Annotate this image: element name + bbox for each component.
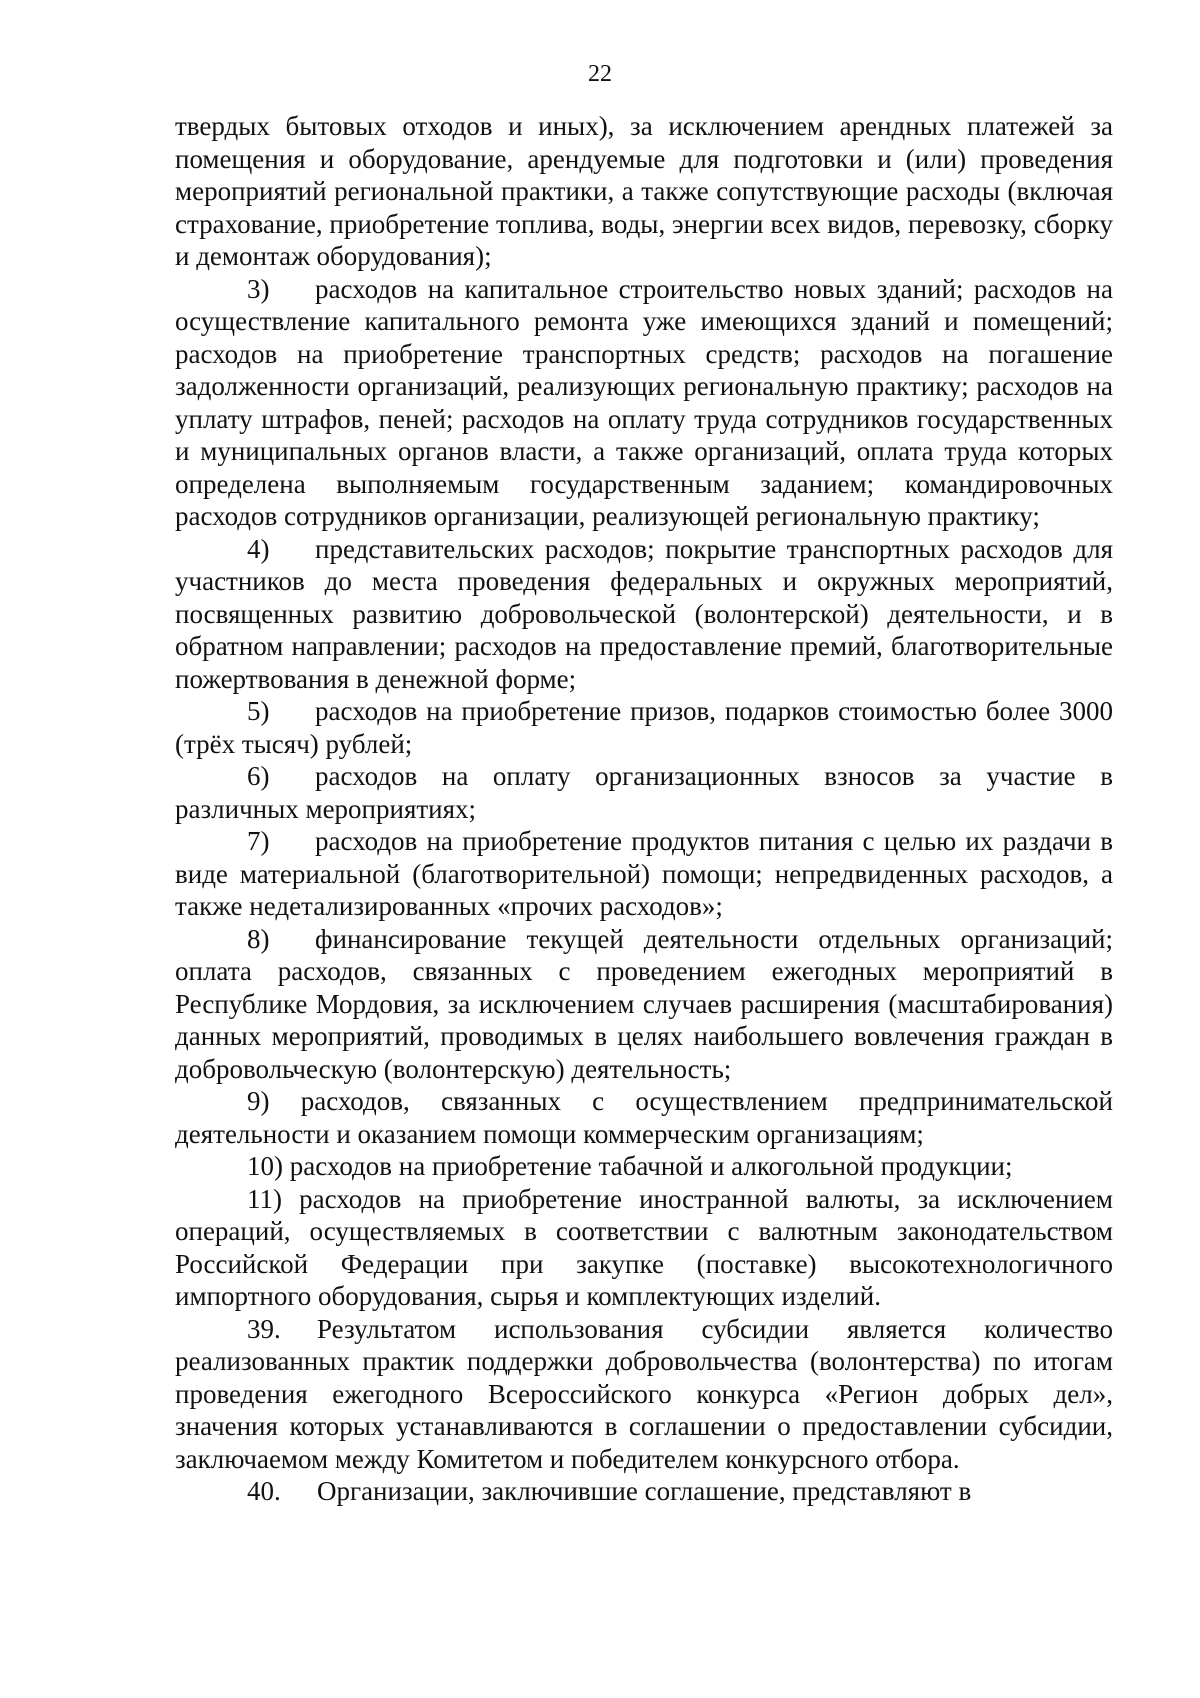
clause-number: 40. bbox=[247, 1476, 281, 1506]
list-item-7 bbox=[175, 825, 1113, 923]
list-item-4 bbox=[175, 533, 1113, 696]
paragraph-text: 10) расходов на приобретение табачной и алкогольной продукции; bbox=[247, 1151, 1013, 1181]
clause-number: 39. bbox=[247, 1313, 281, 1344]
list-number: 8) bbox=[247, 923, 270, 954]
paragraph-text: представительских расходов; покрытие транспортных расходов для участников до места проведения федеральных и окружных мероприятий, посвященных развитию добровольческой (волонтерской) деятельности, и в обратном направлении; расходов на предоставление премий, благотворительные пожертвования в денежной форме; bbox=[175, 533, 1113, 694]
paragraph-text: Организации, заключившие соглашение, представляют в bbox=[317, 1476, 972, 1506]
list-item-8 bbox=[175, 923, 1113, 1086]
list-item-9 bbox=[175, 1085, 1113, 1150]
list-item-6 bbox=[175, 760, 1113, 825]
paragraph-text: 11) расходов на приобретение иностранной валюты, за исключением операций, осуществляемых в соответствии с валютным законодательством Российской Федерации при закупке (поставке) высокотехнологичного импортного оборудования, сырья и комплектующих изделий. bbox=[175, 1183, 1113, 1311]
paragraph-text: расходов на приобретение продуктов питания с целью их раздачи в виде материальной (благотворительной) помощи; непредвиденных расходов, а также недетализированных «прочих расходов»; bbox=[175, 826, 1113, 921]
document-body bbox=[175, 110, 1113, 1508]
list-item-5 bbox=[175, 695, 1113, 760]
list-number: 7) bbox=[247, 826, 270, 856]
paragraph-text: Результатом использования субсидии является количество реализованных практик поддержки добровольчества (волонтерства) по итогам проведения ежегодного Всероссийского конкурса «Регион добрых дел», значения которых устанавливаются в соглашении о предоставлении субсидии, заключаемом между Комитетом и победителем конкурсного отбора. bbox=[175, 1313, 1113, 1474]
paragraph-text: 9) расходов, связанных с осуществлением предпринимательской деятельности и оказанием помощи коммерческим организациям; bbox=[175, 1086, 1113, 1149]
list-number: 6) bbox=[247, 761, 270, 791]
list-number: 4) bbox=[247, 533, 270, 564]
paragraph-continuation bbox=[175, 110, 1113, 273]
paragraph-text: твердых бытовых отходов и иных), за исключением арендных платежей за помещения и оборудование, арендуемые для подготовки и (или) проведения мероприятий региональной практики, а также сопутствующие расходы (включая страхование, приобретение топлива, воды, энергии всех видов, перевозку, сборку и демонтаж оборудования); bbox=[175, 111, 1113, 271]
list-item-11 bbox=[175, 1183, 1113, 1313]
clause-39 bbox=[175, 1313, 1113, 1476]
clause-40 bbox=[175, 1475, 1113, 1508]
page-number: 22 bbox=[588, 61, 612, 87]
paragraph-text: расходов на оплату организационных взносов за участие в различных мероприятиях; bbox=[175, 761, 1113, 824]
list-item-3 bbox=[175, 273, 1113, 533]
list-item-10 bbox=[175, 1150, 1113, 1183]
list-number: 3) bbox=[247, 273, 270, 304]
list-number: 5) bbox=[247, 696, 270, 726]
paragraph-text: финансирование текущей деятельности отдельных организаций; оплата расходов, связанных с проведением ежегодных мероприятий в Республике Мордовия, за исключением случаев расширения (масштабирования) данных мероприятий, проводимых в целях наибольшего вовлечения граждан в добровольческую (волонтерскую) деятельность; bbox=[175, 923, 1113, 1084]
paragraph-text: расходов на приобретение призов, подарков стоимостью более 3000 (трёх тысяч) рублей; bbox=[175, 696, 1113, 759]
paragraph-text: расходов на капитальное строительство новых зданий; расходов на осуществление капитального ремонта уже имеющихся зданий и помещений; расходов на приобретение транспортных средств; расходов на погашение задолженности организаций, реализующих региональную практику; расходов на уплату штрафов, пеней; расходов на оплату труда сотрудников государственных и муниципальных органов власти, а также организаций, оплата труда которых определена выполняемым государственным заданием; командировочных расходов сотрудников организации, реализующей региональную практику; bbox=[175, 273, 1113, 531]
